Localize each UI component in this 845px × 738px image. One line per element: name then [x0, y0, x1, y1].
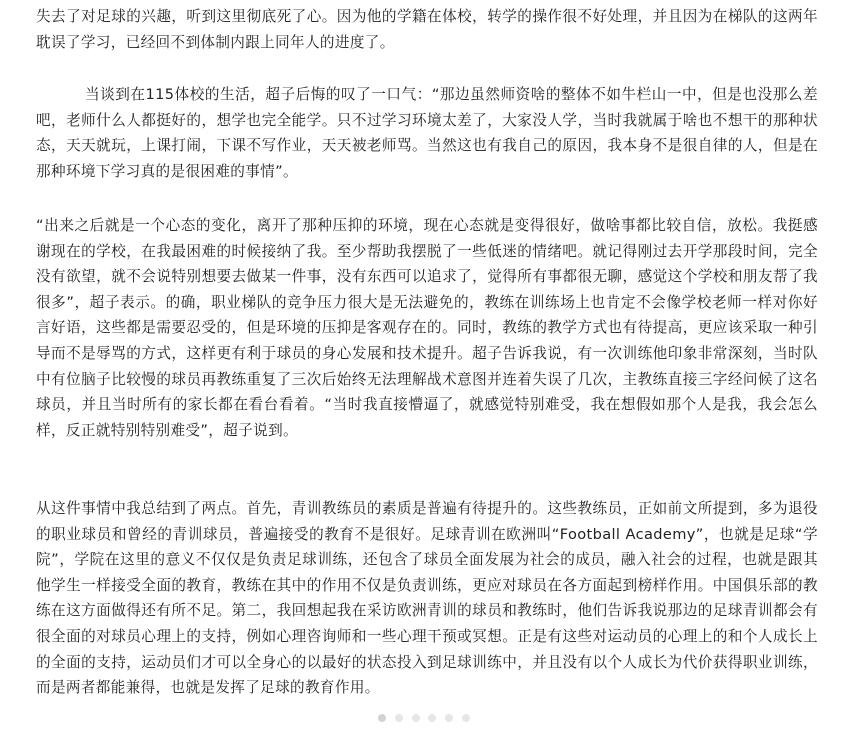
loading-dot-icon	[445, 714, 453, 722]
loading-dot-icon	[428, 714, 436, 722]
paragraph-1: 失去了对足球的兴趣，听到这里彻底死了心。因为他的学籍在体校，转学的操作很不好处理，并且因为在梯队的这两年耽误了学习，已经回不到体制内跟上同年人的进度了。	[36, 8, 818, 51]
paragraph-3: “出来之后就是一个心态的变化，离开了那种压抑的环境，现在心态就是变得很好，做啥事都比较自信，放松。我挺感谢现在的学校，在我最困难的时候接纳了我。至少帮助我摆脱了一些低迷的情绪吧。就记得刚过去开学那段时间，完全没有欲望，就不会说特别想要去做某一件事，没有东西可以追求了，觉得所有事都很无聊，感觉这个学校和朋友帮了我很多”，超子表示。的确，职业梯队的竞争压力很大是无法避免的，教练在训练场上也肯定不会像学校老师一样对你好言好语，这些都是需要忍受的，但是环境的压抑是客观存在的。同时，教练的教学方式也有待提高，更应该采取一种引导而不是辱骂的方式，这样更有利于球员的身心发展和技术提升。超子告诉我说，有一次训练他印象非常深刻，当时队中有位脑子比较慢的球员再教练重复了三次后始终无法理解战术意图并连着失误了几次，主教练直接三字经问候了这名球员，并且当时所有的家长都在看台看着。“当时我直接懵逼了，就感觉特别难受，我在想假如那个人是我，我会怎么样，反正就特别特别难受”，超子说到。	[36, 217, 818, 439]
paragraph-2: 当谈到在115体校的生活，超子后悔的叹了一口气：“那边虽然师资啥的整体不如牛栏山一中，但是也没那么差吧，老师什么人都挺好的，想学也完全能学。只不过学习环境太差了，大家没人学，当时我就属于啥也不想干的那种状态，天天就玩，上课打闹，下课不写作业，天天被老师骂。当然这也有我自己的原因，我本身不是很自律的人，但是在那种环境下学习真的是很困难的事情”。	[36, 86, 818, 180]
loading-dot-icon	[462, 714, 470, 722]
bottom-fade	[0, 724, 845, 738]
loading-dot-icon	[412, 714, 420, 722]
loading-dot-icon	[395, 714, 403, 722]
loading-dot-icon	[378, 714, 386, 722]
loading-dots-indicator	[378, 711, 470, 725]
paragraph-4: 从这件事情中我总结到了两点。首先，青训教练员的素质是普遍有待提升的。这些教练员，正如前文所提到，多为退役的职业球员和曾经的青训球员，普遍接受的教育不是很好。足球青训在欧洲叫“Football Academy”，也就是足球“学院”，学院在这里的意义不仅仅是负责足球训练，还包含了球员全面发展为社会的成员，融入社会的过程，也就是跟其他学生一样接受全面的教育，教练在其中的作用不仅是负责训练，更应对球员在各方面起到榜样作用。中国俱乐部的教练在这方面做得还有所不足。第二，我回想起我在采访欧洲青训的球员和教练时，他们告诉我说那边的足球青训都会有很全面的对球员心理上的支持，例如心理咨询师和一些心理干预或冥想。正是有这些对运动员的心理上的和个人成长上的全面的支持，运动员们才可以全身心的以最好的状态投入到足球训练中，并且没有以个人成长为代价获得职业训练，而是两者都能兼得，也就是发挥了足球的教育作用。	[36, 500, 818, 697]
